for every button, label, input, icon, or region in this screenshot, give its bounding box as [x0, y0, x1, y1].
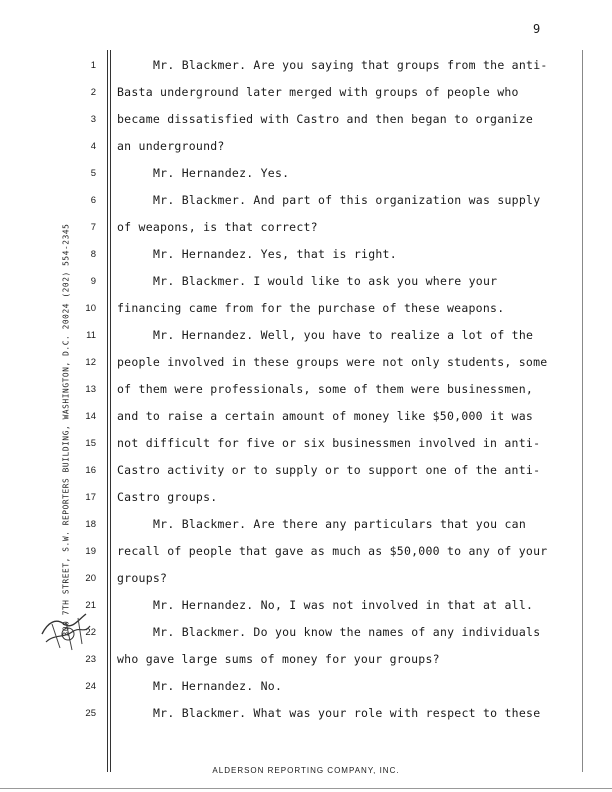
- transcript-line: groups?: [117, 571, 168, 585]
- transcript-line: and to raise a certain amount of money like $50,000 it was: [117, 409, 534, 423]
- line-number: 11: [86, 330, 96, 341]
- transcript-line: people involved in these groups were not only students, some: [117, 355, 548, 369]
- line-number: 5: [90, 168, 96, 179]
- transcript-line: Mr. Blackmer. Do you know the names of any individuals: [153, 625, 541, 639]
- transcript-line: Mr. Hernandez. Yes.: [153, 166, 290, 180]
- line-number: 18: [85, 519, 96, 530]
- line-number: 8: [90, 249, 96, 260]
- transcript-line: Castro groups.: [117, 490, 218, 504]
- margin-rule-left-inner: [110, 50, 111, 772]
- line-number: 16: [85, 465, 96, 476]
- transcript-line: who gave large sums of money for your groups?: [117, 652, 440, 666]
- transcript-line: Mr. Blackmer. What was your role with respect to these: [153, 706, 541, 720]
- line-number: 9: [90, 276, 96, 287]
- margin-rule-right: [582, 50, 583, 772]
- transcript-line: Mr. Hernandez. No, I was not involved in that at all.: [153, 598, 534, 612]
- transcript-line: Basta underground later merged with groups of people who: [117, 85, 519, 99]
- transcript-line: not difficult for five or six businessmen involved in anti-: [117, 436, 541, 450]
- line-number: 12: [85, 357, 96, 368]
- line-number: 22: [85, 627, 96, 638]
- reporter-address-vertical: 300 7TH STREET, S.W. REPORTERS BUILDING, WASHINGTON, D.C. 20024 (202) 554-2345: [61, 223, 71, 637]
- transcript-line: Mr. Hernandez. Yes, that is right.: [153, 247, 397, 261]
- bottom-rule: [0, 788, 612, 789]
- stamp-mark-icon: [38, 604, 94, 656]
- transcript-line: Mr. Hernandez. No.: [153, 679, 283, 693]
- line-number: 23: [85, 654, 96, 665]
- transcript-line: recall of people that gave as much as $50,000 to any of your: [117, 544, 548, 558]
- transcript-line: Mr. Hernandez. Well, you have to realize a lot of the: [153, 328, 534, 342]
- transcript-line: Mr. Blackmer. Are there any particulars that you can: [153, 517, 527, 531]
- line-number: 25: [85, 708, 96, 719]
- line-number: 2: [90, 87, 96, 98]
- page-number: 9: [533, 22, 541, 36]
- line-number: 7: [90, 222, 96, 233]
- line-number: 24: [85, 681, 96, 692]
- transcript-line: of them were professionals, some of them were businessmen,: [117, 382, 534, 396]
- line-number: 6: [90, 195, 96, 206]
- line-number: 15: [85, 438, 96, 449]
- line-number: 1: [90, 60, 96, 71]
- transcript-line: an underground?: [117, 139, 225, 153]
- transcript-line: Mr. Blackmer. Are you saying that groups from the anti-: [153, 58, 548, 72]
- line-number: 13: [85, 384, 96, 395]
- transcript-line: Mr. Blackmer. And part of this organization was supply: [153, 193, 541, 207]
- transcript-line: Castro activity or to supply or to support one of the anti-: [117, 463, 541, 477]
- transcript-line: of weapons, is that correct?: [117, 220, 318, 234]
- line-number: 17: [85, 492, 96, 503]
- transcript-line: became dissatisfied with Castro and then began to organize: [117, 112, 534, 126]
- line-number: 21: [85, 600, 96, 611]
- line-number: 20: [85, 573, 96, 584]
- transcript-line: financing came from for the purchase of these weapons.: [117, 301, 505, 315]
- line-number: 3: [90, 114, 96, 125]
- line-number: 19: [85, 546, 96, 557]
- transcript-line: Mr. Blackmer. I would like to ask you where your: [153, 274, 498, 288]
- line-number: 14: [85, 411, 96, 422]
- margin-rule-left-outer: [107, 50, 108, 772]
- line-number: 10: [85, 303, 96, 314]
- footer-company: ALDERSON REPORTING COMPANY, INC.: [212, 766, 400, 775]
- line-number: 4: [90, 141, 96, 152]
